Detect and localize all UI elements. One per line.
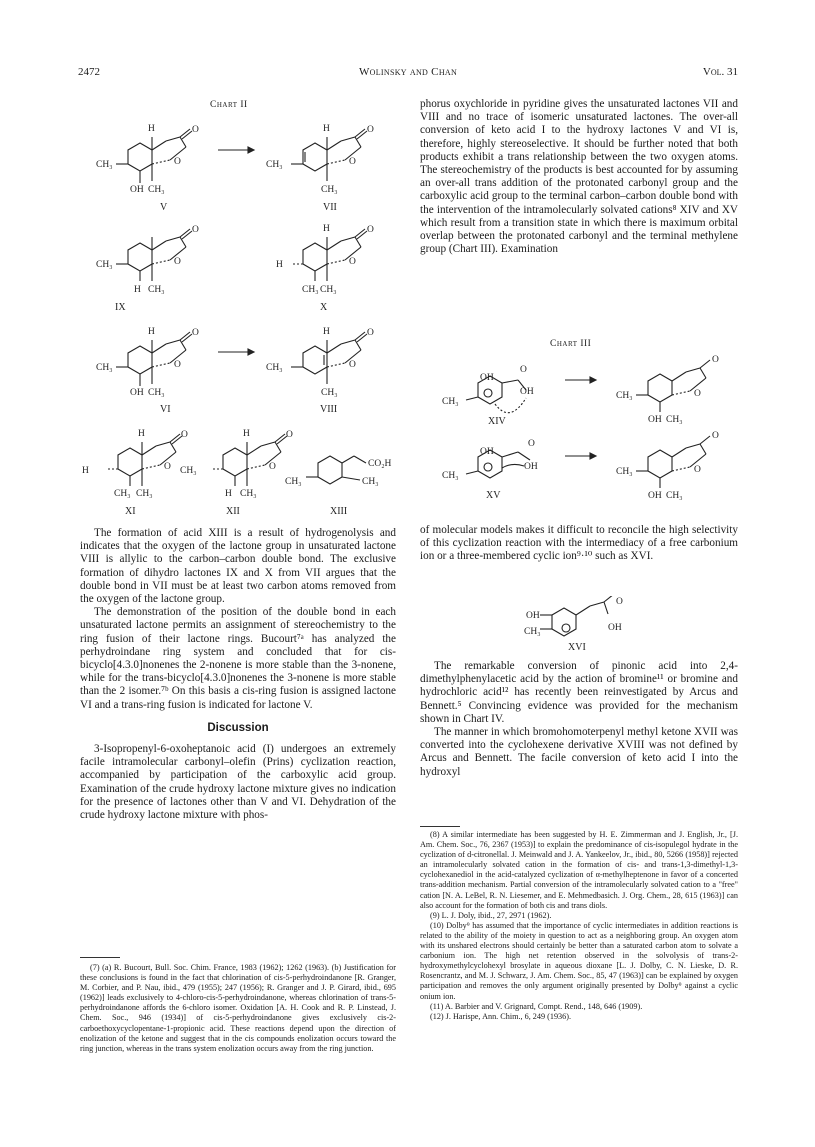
atom-oh: OH xyxy=(648,491,662,501)
atom-o: O xyxy=(528,439,535,449)
atom-co2h: CO₂H xyxy=(368,459,392,469)
atom-o: O xyxy=(181,430,188,440)
paragraph: The demonstration of the position of the double bond in each unsaturated lactone permits an assignment of stereochemistry to the ring fusion of their lactone rings. Bucourt⁷ᵃ has analyzed the perhydroindane ring system and concluded that for cis-bicyclo[4.3.0]nonenes the 2-nonene is more stable than the 3-nonene, while for the trans-bicyclo[4.3.0]nonenes the 3-nonene is more stable than the 2 isomer.⁷ᵇ On this basis a cis-ring fusion is assigned lactone VI and a trans-ring fusion is indicated for lactone V. xyxy=(80,606,396,711)
atom-h: H xyxy=(138,429,145,439)
compound-label-x: X xyxy=(320,302,328,313)
atom-h: H xyxy=(323,124,330,134)
atom-o: O xyxy=(367,328,374,338)
running-head: Wolinsky and Chan xyxy=(358,66,458,78)
atom-ch3: CH₃ xyxy=(616,391,633,401)
atom-o: O xyxy=(520,365,527,375)
left-column xyxy=(80,527,396,822)
atom-o: O xyxy=(616,597,623,607)
right-column-top xyxy=(420,98,738,256)
atom-ch3: CH₃ xyxy=(321,388,338,398)
right-column-lower xyxy=(420,660,738,779)
paragraph: The remarkable conversion of pinonic acid into 2,4-dimethylphenylacetic acid by the action of bromine¹¹ or bromine and hydrochloric acid¹² has recently been reinvestigated by Arcus and Bennett.⁵ Convincing evidence was provided for the mechanism shown in Chart IV. xyxy=(420,660,738,725)
atom-h: H xyxy=(82,466,89,476)
atom-ch3: CH₃ xyxy=(148,388,165,398)
xvi-structure xyxy=(524,596,664,666)
atom-ch3: CH₃ xyxy=(148,285,165,295)
page-header xyxy=(78,66,738,80)
compound-label-xv: XV xyxy=(486,490,501,501)
atom-oh: OH xyxy=(480,373,494,383)
atom-o: O xyxy=(164,462,171,472)
volume-label: Vol. 31 xyxy=(702,66,738,78)
atom-oh: OH xyxy=(608,623,622,633)
atom-ch3: CH₃ xyxy=(320,285,337,295)
atom-o: O xyxy=(694,389,701,399)
atom-ch3: CH₃ xyxy=(266,160,283,170)
atom-ch3: CH₃ xyxy=(285,477,302,487)
atom-o: O xyxy=(269,462,276,472)
atom-h: H xyxy=(148,327,155,337)
atom-o: O xyxy=(694,465,701,475)
paragraph: of molecular models makes it difficult to reconcile the high selectivity of this cyclization reaction with the intermediacy of a free carbonium ion or a three-membered cyclic ion⁹·¹⁰ such as XVI. xyxy=(420,524,738,563)
atom-ch3: CH₃ xyxy=(616,467,633,477)
atom-oh: OH xyxy=(648,415,662,425)
atom-ch3: CH₃ xyxy=(180,466,197,476)
atom-o: O xyxy=(712,431,719,441)
atom-h: H xyxy=(134,285,141,295)
atom-ch3: CH₃ xyxy=(442,471,459,481)
atom-oh: OH xyxy=(480,447,494,457)
compound-label-vi: VI xyxy=(160,404,171,415)
compound-label-ix: IX xyxy=(115,302,126,313)
atom-ho: OH xyxy=(526,611,540,621)
paragraph: phorus oxychloride in pyridine gives the unsaturated lactones VII and VIII and no trace of isomeric unsaturated lactones. The over-all conversion of keto acid I to the hydroxy lactones V and VI is, therefore, highly stereoselective. It should be further noted that both products exhibit a trans relationship between the two oxygen atoms. The stereochemistry of the products is best accounted for by assuming an over-all trans addition of the protonated carbonyl group and the carboxylic acid group to the terminal carbon–carbon double bond with the intervention of the intramolecularly solvated cations⁸ XIV and XV which result from a transition state in which there is maximum orbital overlap between the protonated carbonyl and the terminal methylene group (Chart III). Examination xyxy=(420,98,738,256)
atom-h: H xyxy=(323,327,330,337)
atom-ch3: CH₃ xyxy=(240,489,257,499)
paragraph: 3-Isopropenyl-6-oxoheptanoic acid (I) undergoes an extremely facile intramolecular carbonyl–olefin (Prins) cyclization reaction, accompanied by participation of the carboxylic acid group. Examination of the crude hydroxy lactone mixture gives no indication for the presence of lactones other than V and VI. Dehydration of the crude hydroxy lactone mixture with phos- xyxy=(80,743,396,822)
paragraph: The manner in which bromohomoterpenyl methyl ketone XVII was converted into the cyclohexene derivative XVIII was not defined by Arcus and Bennett. The facile conversion of keto acid I into the hydroxyl xyxy=(420,726,738,778)
atom-o: O xyxy=(174,257,181,267)
atom-o: O xyxy=(192,225,199,235)
footnote-12: (12) J. Harispe, Ann. Chim., 6, 249 (1936). xyxy=(430,1011,571,1021)
atom-ch3: CH₃ xyxy=(96,260,113,270)
atom-h: H xyxy=(276,260,283,270)
section-heading-discussion: Discussion xyxy=(207,721,269,734)
page-number: 2472 xyxy=(78,66,100,78)
atom-ch3: CH₃ xyxy=(666,491,683,501)
atom-h: H xyxy=(225,489,232,499)
atom-oh: OH xyxy=(520,387,534,397)
compound-label-v: V xyxy=(160,202,168,213)
compound-label-xii: XII xyxy=(226,506,240,517)
atom-o: O xyxy=(712,355,719,365)
atom-h: H xyxy=(323,224,330,234)
atom-ch3: CH₃ xyxy=(114,489,131,499)
atom-ch3: CH₃ xyxy=(321,185,338,195)
atom-ch3: CH₃ xyxy=(96,363,113,373)
atom-o: O xyxy=(286,430,293,440)
footnote-rule-left xyxy=(80,957,120,958)
footnote-11: (11) A. Barbier and V. Grignard, Compt. Rend., 148, 646 (1909). xyxy=(430,1001,643,1011)
atom-h: H xyxy=(148,124,155,134)
atom-o: O xyxy=(349,157,356,167)
footnote-9: (9) L. J. Doly, ibid., 27, 2971 (1962). xyxy=(430,910,552,920)
atom-o: O xyxy=(367,125,374,135)
footnote-10: (10) Dolby⁹ has assumed that the importance of cyclic intermediates in addition reactions is related to the ability of the moiety in question to act as a neighboring group. An oxygen atom with its unshared electrons should certainly be better than a saturated carbon atom to solvate a carbonium ion. The high net retention observed in the solvolysis of trans-2-hydroxymethylcyclohexyl brosylate in aqueous dioxane [L. J. Dolby, C. N. Lieske, D. R. Rosencrantz, and M. J. Schwarz, J. Am. Chem. Soc., 85, 47 (1963)] can be explained by oxygen participation and removes the only argument originally presented by Dolby⁹ against a cyclic onium ion. xyxy=(420,920,738,1001)
atom-o: O xyxy=(174,360,181,370)
atom-ch3: CH₃ xyxy=(666,415,683,425)
atom-ch3: CH₃ xyxy=(148,185,165,195)
atom-o: O xyxy=(174,157,181,167)
chart-iii-structures xyxy=(420,352,740,512)
atom-o: O xyxy=(192,328,199,338)
atom-o: O xyxy=(192,125,199,135)
atom-ch3: CH₃ xyxy=(362,477,379,487)
atom-ch3: CH₃ xyxy=(136,489,153,499)
paragraph: The formation of acid XIII is a result of hydrogenolysis and indicates that the oxygen of the lactone group in unsaturated lactone VIII is allylic to the carbon–carbon double bond. The exclusive formation of dihydro lactones IX and X from VII argues that the double bond in VII must be at least two carbon atoms removed from the oxygen of the lactone group. xyxy=(80,527,396,606)
footnote-rule-right xyxy=(420,826,460,827)
compound-label-xiii: XIII xyxy=(330,506,348,517)
footnote-8: (8) A similar intermediate has been suggested by H. E. Zimmerman and J. English, Jr., [J. Am. Chem. Soc., 76, 2367 (1953)] to explain the predominance of cis-isopulegol hydrate in the cyclization of d-citronellal. J. Meinwald and J. A. Yankeelov, Jr., ibid., 80, 5266 (1958)] rejected an intramolecularly solvated cation in the formation of cis- and trans-1,3-dimethyl-1,3-cyclohexanediol in the acid-catalyzed cyclization of α-methylheptenone in favor of a concerted trans-addition mechanism. Partial conversion of the intramolecularly solvated cation to a "free" cation [N. A. LeBel, R. N. Liesemer, and E. Mehmedbasich. J. Org. Chem., 28, 615 (1963)] can also account for the formation of both cis and trans diols. xyxy=(420,830,738,910)
footnotes-left xyxy=(80,963,396,1054)
chart-iii-title: Chart III xyxy=(550,339,592,349)
chart-ii-title: Chart II xyxy=(210,100,248,110)
atom-o: O xyxy=(367,225,374,235)
atom-oh: OH xyxy=(524,462,538,472)
atom-ch3: CH₃ xyxy=(524,627,541,637)
footnotes-right xyxy=(420,830,738,1022)
atom-o: O xyxy=(349,360,356,370)
atom-h: H xyxy=(243,429,250,439)
chart-ii-structures xyxy=(80,112,400,532)
atom-ch3: CH₃ xyxy=(96,160,113,170)
atom-oh: OH xyxy=(130,388,144,398)
compound-label-xvi: XVI xyxy=(568,642,586,653)
atom-ch3: CH₃ xyxy=(302,285,319,295)
compound-label-vii: VII xyxy=(323,202,337,213)
footnote-7: (7) (a) R. Bucourt, Bull. Soc. Chim. France, 1983 (1962); 1262 (1963). (b) Justification for these conclusions is found in the fact that chlorination of cis-5-perhydroindanone [R. Granger, M. Corbier, and P. Nau, ibid., 479 (1955); 247 (1956); R. Granger and J. P. Girard, ibid., 695 (1962)] leads exclusively to 4-chloro-cis-5-perhydroindanone, whereas chlorination of trans-5-perhydroindanone affords the 6-chloro isomer. Oxidation [A. H. Cook and R. P. Linstead, J. Chem. Soc., 946 (1934)] of cis-5-perhydroindanone gives exclusively cis-2-carboethoxycyclopentane-1-propionic acid. These reactions depend upon the direction of enolization of the ketone and suggest that in the cis compounds enolization occurs toward the ring junction, whereas in the trans system enolization occurs away from the ring junction. xyxy=(80,963,396,1053)
right-column-middle xyxy=(420,524,738,564)
compound-label-xiv: XIV xyxy=(488,416,506,427)
compound-label-xi: XI xyxy=(125,506,136,517)
atom-ch3: CH₃ xyxy=(266,363,283,373)
atom-oh: OH xyxy=(130,185,144,195)
compound-label-viii: VIII xyxy=(320,404,338,415)
atom-ch3: CH₃ xyxy=(442,397,459,407)
atom-o: O xyxy=(349,257,356,267)
